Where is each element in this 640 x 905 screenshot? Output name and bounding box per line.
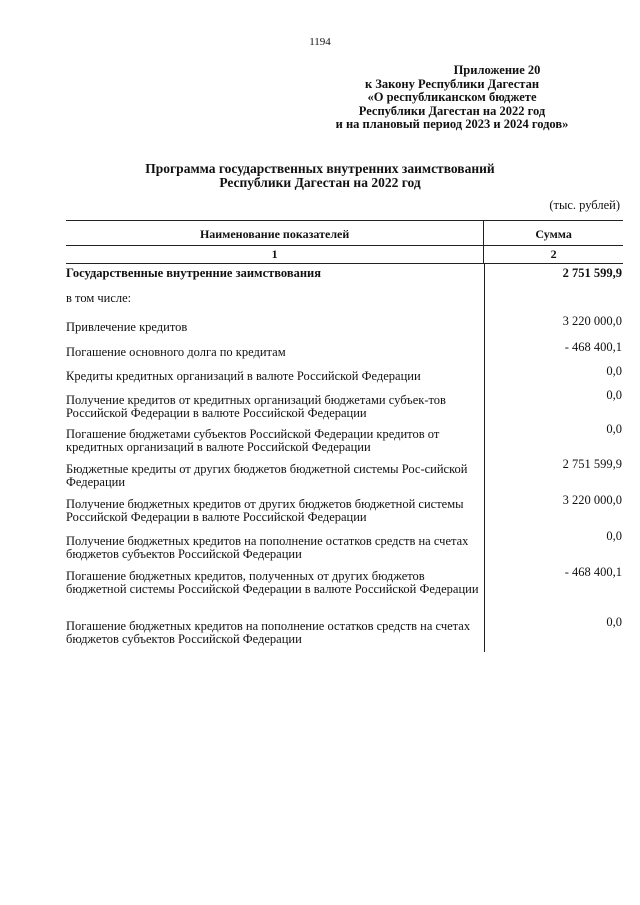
table-number-row <box>66 246 623 263</box>
appendix-header <box>302 64 602 132</box>
row-value: 0,0 <box>606 529 622 543</box>
row-name: Погашение основного долга по кредитам <box>66 345 286 359</box>
table-body <box>66 264 623 652</box>
document-title-line-2: Республики Дагестан на 2022 год <box>219 175 421 190</box>
table-row <box>66 494 623 530</box>
row-value: - 468 400,1 <box>564 340 622 354</box>
row-value: 0,0 <box>606 364 622 378</box>
document-title-line-1: Программа государственных внутренних заимствований <box>145 161 495 176</box>
row-value: 0,0 <box>606 388 622 402</box>
appendix-number: Приложение 20 <box>453 63 541 77</box>
row-value: - 468 400,1 <box>564 565 622 579</box>
row-name: Погашение бюджетами субъектов Российской Федерации кредитов от кредитных организаций в валюте Российской Федерации <box>66 427 440 454</box>
row-name: в том числе: <box>66 291 132 305</box>
document-title <box>0 162 640 190</box>
row-name: Получение кредитов от кредитных организаций бюджетами субъек-тов Российской Федерации в валюте Российской Федерации <box>66 393 446 420</box>
table-row <box>66 339 623 365</box>
table-row <box>66 389 623 423</box>
table-row <box>66 264 623 292</box>
row-value: 2 751 599,9 <box>562 457 622 471</box>
row-name: Получение бюджетных кредитов от других бюджетов бюджетной системы Российской Федерации в валюте Российской Федерации <box>66 497 464 524</box>
row-name: Погашение бюджетных кредитов, полученных от других бюджетов бюджетной системы Российской Федерации в валюте Российской Федерации <box>66 569 479 596</box>
table-row <box>66 566 623 616</box>
header-name: Наименование показателей <box>199 227 350 241</box>
row-name: Привлечение кредитов <box>66 320 188 334</box>
table-row <box>66 313 623 339</box>
row-value: 3 220 000,0 <box>562 314 622 328</box>
column-number-2: 2 <box>483 246 623 263</box>
table-header-row <box>66 221 623 245</box>
column-number-1: 1 <box>271 247 278 261</box>
row-name: Кредиты кредитных организаций в валюте Российской Федерации <box>66 369 421 383</box>
row-name: Погашение бюджетных кредитов на пополнение остатков средств на счетах бюджетов субъектов Российской Федерации <box>66 619 471 646</box>
row-value: 3 220 000,0 <box>562 493 622 507</box>
table-row <box>66 423 623 458</box>
table-row <box>66 365 623 389</box>
row-value <box>484 292 623 313</box>
table-row <box>66 616 623 652</box>
table-row <box>66 292 623 313</box>
page-number: 1194 <box>309 36 331 48</box>
row-value: 0,0 <box>606 422 622 436</box>
row-value: 0,0 <box>606 615 622 629</box>
appendix-law-line: к Закону Республики Дагестан <box>364 76 540 91</box>
row-value: 2 751 599,9 <box>562 266 622 280</box>
row-name: Получение бюджетных кредитов на пополнение остатков средств на счетах бюджетов субъектов Российской Федерации <box>66 534 469 561</box>
appendix-law-title-3: и на плановый период 2023 и 2024 годов» <box>335 117 569 131</box>
borrowing-table <box>66 220 623 652</box>
appendix-law-title-1: «О республиканском бюджете <box>367 90 537 104</box>
table-row <box>66 458 623 494</box>
appendix-law-title-2: Республики Дагестан на 2022 год <box>358 103 546 118</box>
units-label: (тыс. рублей) <box>549 198 620 212</box>
header-sum: Сумма <box>483 221 623 245</box>
row-name: Бюджетные кредиты от других бюджетов бюджетной системы Рос-сийской Федерации <box>66 462 468 489</box>
row-name: Государственные внутренние заимствования <box>66 266 322 280</box>
column-divider <box>484 264 485 652</box>
table-row <box>66 530 623 566</box>
